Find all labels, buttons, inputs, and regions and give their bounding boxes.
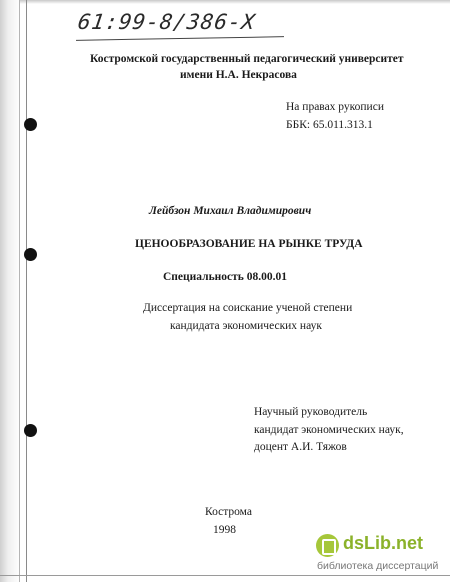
punch-hole	[24, 424, 37, 437]
punch-hole	[24, 118, 37, 131]
punch-hole	[24, 248, 37, 261]
handwritten-catalog-number: 61:99-8/386-X	[76, 10, 258, 34]
page-binding-edge	[0, 0, 20, 582]
city: Кострома	[205, 506, 252, 518]
book-icon	[316, 534, 339, 557]
bbk-code: ББК: 65.011.313.1	[286, 119, 373, 131]
thesis-title: ЦЕНООБРАЗОВАНИЕ НА РЫНКЕ ТРУДА	[135, 238, 363, 250]
institution-honorific: имени Н.А. Некрасова	[180, 69, 297, 81]
page-top-shadow	[0, 0, 450, 4]
binding-line-outer	[19, 0, 20, 582]
handwritten-underline	[76, 36, 284, 41]
manuscript-rights: На правах рукописи	[286, 101, 384, 113]
degree-line-1: Диссертация на соискание ученой степени	[143, 302, 353, 314]
supervisor-label: Научный руководитель	[254, 406, 368, 418]
author-name: Лейбзон Михаил Владимирович	[149, 205, 312, 217]
watermark-name: dsLib.net	[343, 533, 423, 553]
degree-line-2: кандидата экономических наук	[170, 320, 322, 332]
institution-name: Костромской государственный педагогический университет	[90, 53, 404, 65]
binding-line-inner	[26, 0, 27, 582]
dslib-watermark	[315, 533, 450, 578]
specialty-code: Специальность 08.00.01	[163, 271, 288, 283]
supervisor-degree: кандидат экономических наук,	[254, 424, 404, 436]
year: 1998	[213, 524, 236, 536]
supervisor-name: доцент А.И. Тяжов	[254, 441, 347, 453]
watermark-subtitle: библиотека диссертаций	[317, 560, 439, 572]
